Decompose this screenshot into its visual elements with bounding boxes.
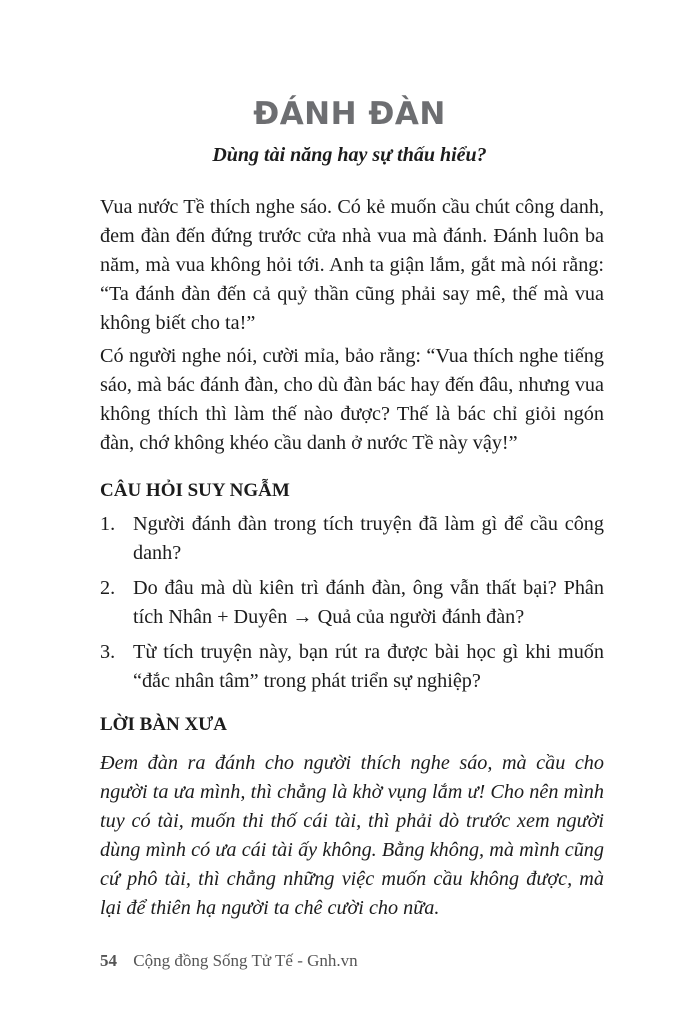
question-text: Do đâu mà dù kiên trì đánh đàn, ông vẫn thất bại? Phân tích Nhân + Duyên → Quả của người đánh đàn? [133, 577, 604, 628]
story-paragraph-1: Vua nước Tề thích nghe sáo. Có kẻ muốn cầu chút công danh, đem đàn đến đứng trước cửa nhà vua mà đánh. Đánh luôn ba năm, mà vua không hỏi tới. Anh ta giận lắm, gắt mà nói rằng: “Ta đánh đàn đến cả quỷ thần cũng phải say mê, thế mà vua không biết cho ta!” [100, 196, 604, 334]
questions-heading: CÂU HỎI SUY NGẪM [100, 480, 290, 501]
question-number: 3. [100, 641, 116, 663]
questions-list [100, 510, 604, 702]
question-text: Từ tích truyện này, bạn rút ra được bài học gì khi muốn “đắc nhân tâm” trong phát triển sự nghiệp? [133, 641, 604, 692]
question-item [100, 638, 604, 696]
question-text: Người đánh đàn trong tích truyện đã làm gì để cầu công danh? [133, 513, 604, 564]
question-item [100, 574, 604, 632]
question-number: 1. [100, 513, 116, 535]
chapter-title: ĐÁNH ĐÀN [253, 96, 446, 132]
page-footer [100, 951, 358, 971]
story-paragraph-2: Có người nghe nói, cười mỉa, bảo rằng: “Vua thích nghe tiếng sáo, mà bác đánh đàn, cho dù đàn bác hay đến đâu, nhưng vua không thích thì làm thế nào được? Thế là bác chỉ giỏi ngón đàn, chớ không khéo cầu danh ở nước Tề này vậy!” [100, 345, 604, 454]
footer-source: Cộng đồng Sống Tử Tế - Gnh.vn [133, 951, 358, 970]
page-number: 54 [100, 951, 117, 970]
commentary-text: Đem đàn ra đánh cho người thích nghe sáo, mà cầu cho người ta ưa mình, thì chẳng là khờ vụng lắm ư! Cho nên mình tuy có tài, muốn thi thố cái tài, thì phải dò trước xem người dùng mình có ưa cái tài ấy không. Bằng không, mà mình cũng cứ phô tài, thì chẳng những việc muốn cầu không được, mà lại để thiên hạ người ta chê cười cho nữa. [100, 752, 604, 919]
chapter-subtitle: Dùng tài năng hay sự thấu hiểu? [212, 144, 487, 166]
commentary-heading: LỜI BÀN XƯA [100, 714, 228, 735]
question-item [100, 510, 604, 568]
question-number: 2. [100, 577, 116, 599]
